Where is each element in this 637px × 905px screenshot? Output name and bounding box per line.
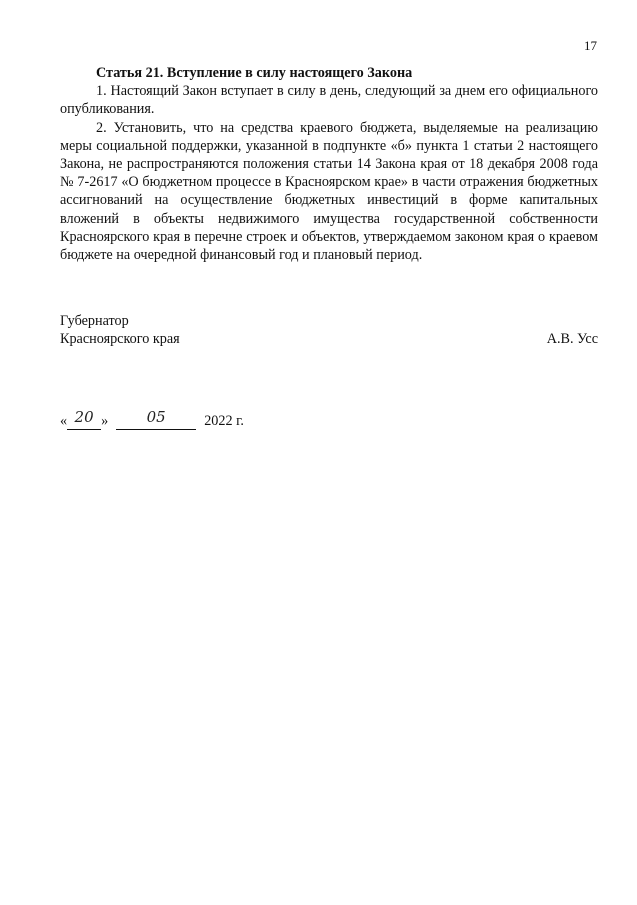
article-title: Статья 21. Вступление в силу настоящего Закона bbox=[96, 65, 413, 81]
date-year: 2022 г. bbox=[204, 413, 244, 429]
date-close-quote: » bbox=[101, 413, 109, 429]
paragraph-1: 1. Настоящий Закон вступает в силу в день, следующий за днем его официального опубликования. bbox=[60, 83, 598, 118]
date-month-field bbox=[116, 408, 196, 430]
signatory-name: А.В. Усс bbox=[546, 331, 598, 348]
signature-row bbox=[60, 330, 598, 348]
signatory-position-line1: Губернатор bbox=[60, 313, 129, 329]
date-open-quote: « bbox=[60, 413, 68, 429]
page-number: 17 bbox=[584, 38, 597, 53]
signature-block bbox=[60, 312, 598, 348]
date-day-field bbox=[67, 408, 101, 430]
paragraph-2: 2. Установить, что на средства краевого бюджета, выделяемые на реализацию меры социальной поддержки, указанной в подпункте «б» пункта 1 статьи 2 настоящего Закона, не распространяются положения статьи 14 Закона края от 18 декабря 2008 года № 7-2617 «О бюджетном процессе в Красноярском крае» в части отражения бюджетных ассигнований на осуществление бюджетных инвестиций в форме капитальных вложений в объекты недвижимого имущества государственной собственности Красноярского края в перечне строек и объектов, утверждаемом законом края о краевом бюджете на очередной финансовый год и плановый период. bbox=[60, 119, 598, 264]
date-line bbox=[60, 408, 244, 430]
article-section bbox=[60, 64, 598, 264]
date-month-handwritten: 05 bbox=[146, 408, 166, 426]
signatory-position-line2: Красноярского края bbox=[60, 331, 180, 348]
date-day-handwritten: 20 bbox=[74, 408, 94, 426]
